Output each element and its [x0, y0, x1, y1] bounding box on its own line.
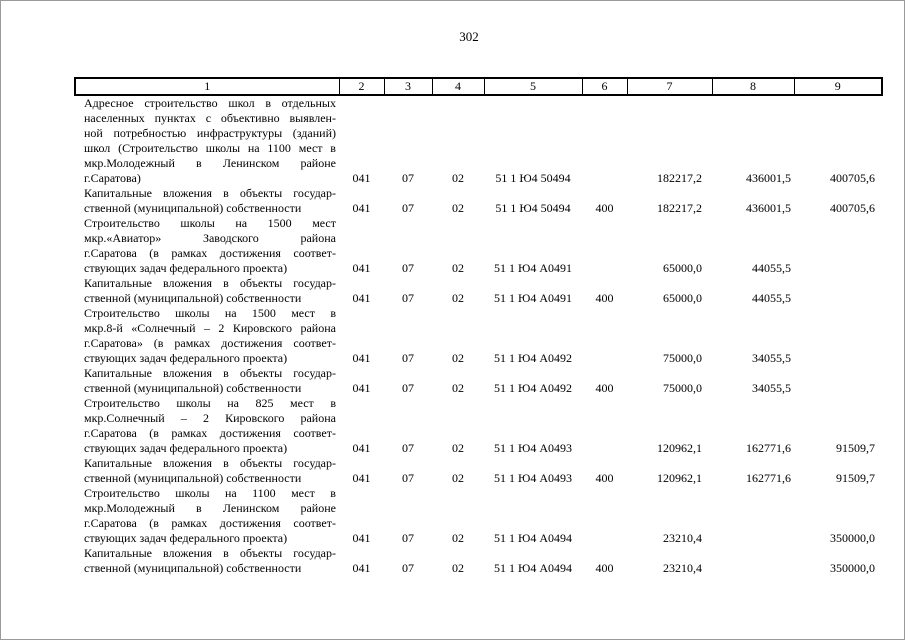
- cell-col8: [712, 486, 794, 546]
- text-line: мкр.«Авиатор» Заводского района: [84, 231, 336, 245]
- cell-col7: 182217,2: [657, 171, 702, 185]
- text-line: Строительство школы на 1500 мест в: [84, 306, 336, 320]
- cell-col8: 436001,5: [746, 171, 791, 185]
- cell-col9: [794, 276, 882, 306]
- text-line: Строительство школы на 825 мест в: [84, 396, 336, 410]
- cell-col4: 02: [452, 561, 464, 575]
- cell-col5: 51 1 Ю4 А0491: [494, 261, 572, 275]
- cell-col5: 51 1 Ю4 50494: [495, 201, 571, 215]
- text-line: школ (Строительство школы на 1100 мест в: [84, 141, 336, 155]
- table-header-row: [75, 78, 882, 95]
- text-line: ственной (муниципальной) собственности: [84, 201, 302, 215]
- column-header-6: 6: [582, 78, 627, 95]
- cell-col9: 91509,7: [836, 471, 875, 485]
- cell-col3: 07: [402, 201, 414, 215]
- cell-col9: 400705,6: [830, 171, 875, 185]
- column-header-8: 8: [712, 78, 794, 95]
- cell-col5: 51 1 Ю4 А0493: [494, 471, 572, 485]
- cell-col5: 51 1 Ю4 А0494: [494, 531, 572, 545]
- cell-col3: 07: [402, 171, 414, 185]
- cell-col2: 041: [352, 471, 371, 485]
- cell-col6: 400: [595, 471, 614, 485]
- table-row: [75, 486, 882, 546]
- cell-col6: 400: [595, 201, 614, 215]
- text-line: г.Саратова (в рамках достижения соответ-: [84, 246, 336, 260]
- cell-col7: 75000,0: [663, 351, 702, 365]
- text-line: ной потребностью инфраструктуры (зданий): [84, 126, 336, 140]
- cell-col5: 51 1 Ю4 50494: [495, 171, 571, 185]
- cell-col2: 041: [352, 261, 371, 275]
- cell-col8: 162771,6: [746, 471, 791, 485]
- cell-col5: 51 1 Ю4 А0492: [494, 381, 572, 395]
- table-row: [75, 306, 882, 366]
- cell-col9: [794, 216, 882, 276]
- cell-col3: 07: [402, 381, 414, 395]
- table-row: [75, 276, 882, 306]
- text-line: Капитальные вложения в объекты государ-: [84, 546, 336, 560]
- cell-col2: 041: [352, 561, 371, 575]
- table-row: [75, 366, 882, 396]
- text-line: мкр.Молодежный в Ленинском районе: [84, 501, 336, 515]
- cell-col9: 91509,7: [836, 441, 875, 455]
- text-line: Строительство школы на 1100 мест в: [84, 486, 336, 500]
- cell-col6: [582, 95, 627, 186]
- program-name-cell: [75, 276, 339, 306]
- cell-col9: 350000,0: [830, 531, 875, 545]
- cell-col6: 400: [595, 291, 614, 305]
- cell-col8: 34055,5: [752, 351, 791, 365]
- program-name-cell: [75, 306, 339, 366]
- budget-table: [74, 77, 883, 576]
- cell-col4: 02: [452, 201, 464, 215]
- text-line: Адресное строительство школ в отдельных: [84, 96, 336, 110]
- text-line: мкр.Молодежный в Ленинском районе: [84, 156, 336, 170]
- cell-col6: [582, 396, 627, 456]
- text-line: ствующих задач федерального проекта): [84, 531, 288, 545]
- program-name-cell: [75, 95, 339, 186]
- cell-col7: 23210,4: [663, 561, 702, 575]
- cell-col2: 041: [352, 531, 371, 545]
- cell-col2: 041: [352, 201, 371, 215]
- cell-col2: 041: [352, 351, 371, 365]
- column-header-7: 7: [627, 78, 712, 95]
- column-header-2: 2: [339, 78, 384, 95]
- table-row: [75, 95, 882, 186]
- cell-col3: 07: [402, 351, 414, 365]
- cell-col4: 02: [452, 381, 464, 395]
- text-line: ствующих задач федерального проекта): [84, 351, 288, 365]
- cell-col9: [794, 306, 882, 366]
- table-row: [75, 186, 882, 216]
- cell-col2: 041: [352, 291, 371, 305]
- cell-col4: 02: [452, 441, 464, 455]
- cell-col5: 51 1 Ю4 А0494: [494, 561, 572, 575]
- cell-col7: 120962,1: [657, 441, 702, 455]
- cell-col8: 44055,5: [752, 291, 791, 305]
- cell-col6: [582, 486, 627, 546]
- cell-col9: 400705,6: [830, 201, 875, 215]
- cell-col5: 51 1 Ю4 А0493: [494, 441, 572, 455]
- text-line: г.Саратова): [84, 171, 141, 185]
- page-number: 302: [459, 29, 479, 44]
- cell-col8: 34055,5: [752, 381, 791, 395]
- cell-col4: 02: [452, 471, 464, 485]
- cell-col2: 041: [352, 441, 371, 455]
- text-line: населенных пунктах с объективно выявлен-: [84, 111, 336, 125]
- cell-col6: [582, 306, 627, 366]
- program-name-cell: [75, 546, 339, 576]
- table-body: [75, 95, 882, 576]
- text-line: Строительство школы на 1500 мест: [84, 216, 336, 230]
- cell-col7: 65000,0: [663, 291, 702, 305]
- table-row: [75, 546, 882, 576]
- cell-col3: 07: [402, 471, 414, 485]
- cell-col3: 07: [402, 561, 414, 575]
- text-line: ствующих задач федерального проекта): [84, 261, 288, 275]
- cell-col8: 44055,5: [752, 261, 791, 275]
- text-line: г.Саратова» (в рамках достижения соответ-: [84, 336, 336, 350]
- column-header-1: 1: [75, 78, 339, 95]
- text-line: Капитальные вложения в объекты государ-: [84, 366, 336, 380]
- text-line: г.Саратова (в рамках достижения соответ-: [84, 426, 336, 440]
- cell-col8: [712, 546, 794, 576]
- cell-col7: 65000,0: [663, 261, 702, 275]
- program-name-cell: [75, 366, 339, 396]
- column-header-3: 3: [384, 78, 432, 95]
- cell-col3: 07: [402, 531, 414, 545]
- cell-col4: 02: [452, 291, 464, 305]
- program-name-cell: [75, 186, 339, 216]
- cell-col3: 07: [402, 261, 414, 275]
- cell-col7: 182217,2: [657, 201, 702, 215]
- text-line: Капитальные вложения в объекты государ-: [84, 276, 336, 290]
- column-header-4: 4: [432, 78, 484, 95]
- text-line: ствующих задач федерального проекта): [84, 441, 288, 455]
- text-line: Капитальные вложения в объекты государ-: [84, 186, 336, 200]
- cell-col8: 436001,5: [746, 201, 791, 215]
- cell-col7: 75000,0: [663, 381, 702, 395]
- table-row: [75, 216, 882, 276]
- table-row: [75, 456, 882, 486]
- text-line: ственной (муниципальной) собственности: [84, 471, 302, 485]
- cell-col6: 400: [595, 381, 614, 395]
- cell-col4: 02: [452, 261, 464, 275]
- text-line: ственной (муниципальной) собственности: [84, 561, 302, 575]
- text-line: мкр.Солнечный – 2 Кировского района: [84, 411, 336, 425]
- program-name-cell: [75, 216, 339, 276]
- cell-col9: 350000,0: [830, 561, 875, 575]
- cell-col6: 400: [595, 561, 614, 575]
- cell-col6: [582, 216, 627, 276]
- cell-col2: 041: [352, 381, 371, 395]
- text-line: ственной (муниципальной) собственности: [84, 381, 302, 395]
- cell-col5: 51 1 Ю4 А0491: [494, 291, 572, 305]
- text-line: г.Саратова (в рамках достижения соответ-: [84, 516, 336, 530]
- table-row: [75, 396, 882, 456]
- text-line: Капитальные вложения в объекты государ-: [84, 456, 336, 470]
- cell-col3: 07: [402, 441, 414, 455]
- column-header-9: 9: [794, 78, 882, 95]
- cell-col5: 51 1 Ю4 А0492: [494, 351, 572, 365]
- cell-col7: 120962,1: [657, 471, 702, 485]
- cell-col8: 162771,6: [746, 441, 791, 455]
- program-name-cell: [75, 486, 339, 546]
- text-line: мкр.8-й «Солнечный – 2 Кировского района: [84, 321, 336, 335]
- program-name-cell: [75, 456, 339, 486]
- cell-col3: 07: [402, 291, 414, 305]
- program-name-cell: [75, 396, 339, 456]
- cell-col7: 23210,4: [663, 531, 702, 545]
- cell-col9: [794, 366, 882, 396]
- text-line: ственной (муниципальной) собственности: [84, 291, 302, 305]
- cell-col4: 02: [452, 171, 464, 185]
- column-header-5: 5: [484, 78, 582, 95]
- cell-col4: 02: [452, 531, 464, 545]
- cell-col2: 041: [352, 171, 371, 185]
- cell-col4: 02: [452, 351, 464, 365]
